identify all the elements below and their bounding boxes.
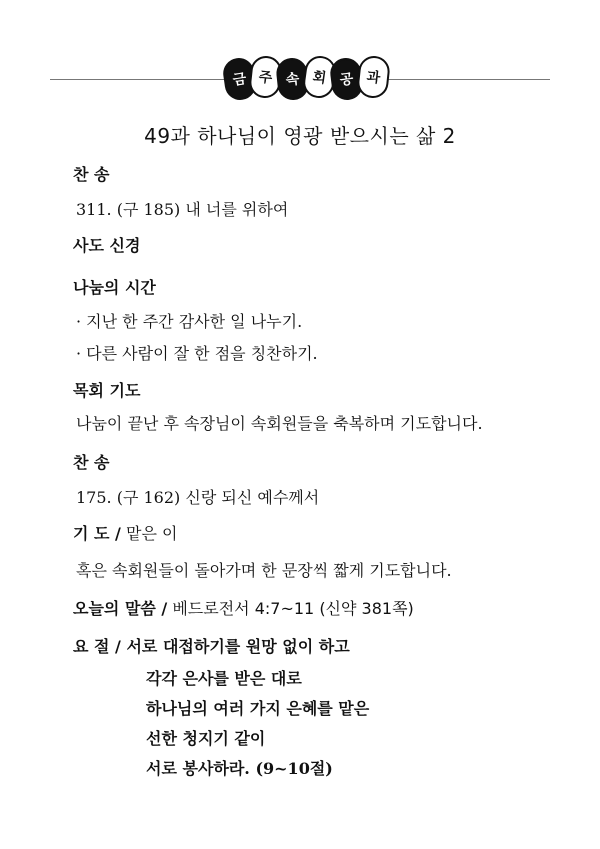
scripture-reference: 베드로전서 4:7~11 (신약 381쪽) xyxy=(167,599,414,618)
badge-char: 회 xyxy=(301,54,338,100)
key-verse-line: 선한 청지기 같이 xyxy=(146,729,266,748)
badge-char: 금 xyxy=(221,56,258,102)
hymn2-text: 175. (구 162) 신랑 되신 예수께서 xyxy=(76,488,320,507)
hymn1-text: 311. (구 185) 내 너를 위하여 xyxy=(76,200,289,219)
key-verse-line: 각각 은사를 받은 대로 xyxy=(146,669,302,688)
todays-word-label: 오늘의 말씀 / xyxy=(73,599,168,618)
badge-char: 과 xyxy=(356,54,391,99)
prayer-heading xyxy=(73,521,177,544)
lesson-header xyxy=(50,50,550,98)
prayer-text: 혹은 속회원들이 돌아가며 한 문장씩 짧게 기도합니다. xyxy=(76,561,452,580)
badge-char: 공 xyxy=(329,56,365,101)
key-verse-line: 서로 봉사하라. (9~10절) xyxy=(146,759,333,778)
prayer-heading-label: 기 도 / xyxy=(73,524,121,543)
hymn2-heading: 찬 송 xyxy=(73,453,110,472)
hymn1-heading: 찬 송 xyxy=(73,165,110,184)
key-verse-heading: 요 절 / 서로 대접하기를 원망 없이 하고 xyxy=(73,637,350,656)
badge-char: 속 xyxy=(275,56,310,101)
pastoral-prayer-text: 나눔이 끝난 후 속장님이 속회원들을 축복하며 기도합니다. xyxy=(76,414,483,433)
creed-heading: 사도 신경 xyxy=(73,236,141,255)
todays-word-heading xyxy=(73,596,414,619)
pastoral-prayer-heading: 목회 기도 xyxy=(73,381,141,400)
sharing-item: · 다른 사람이 잘 한 점을 칭찬하기. xyxy=(76,344,318,363)
sharing-heading: 나눔의 시간 xyxy=(73,278,156,297)
prayer-leader: 맡은 이 xyxy=(120,524,178,543)
key-verse-line: 하나님의 여러 가지 은혜를 맡은 xyxy=(146,699,370,718)
group-lesson-badge xyxy=(224,56,394,100)
lesson-title: 49과 하나님이 영광 받으시는 삶 2 xyxy=(144,124,456,148)
sharing-item: · 지난 한 주간 감사한 일 나누기. xyxy=(76,312,303,331)
badge-char: 주 xyxy=(248,54,283,99)
